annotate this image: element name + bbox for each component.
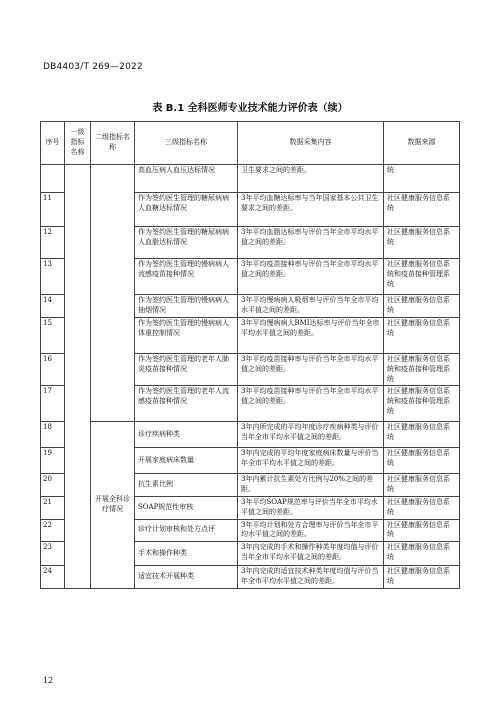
row-number: 16 bbox=[41, 354, 65, 386]
level3-indicator: 诊疗计划审核和处方点评 bbox=[135, 519, 238, 542]
row-number: 11 bbox=[41, 193, 65, 227]
data-collection-content: 3年平均SOAP规范率与评价当年全市平均水平值之间的差距。 bbox=[238, 496, 384, 519]
level3-indicator: 作为签约医生管理的慢病病人体重控制情况 bbox=[135, 318, 238, 354]
page-number: 12 bbox=[43, 676, 54, 685]
data-source: 社区健康服务信息系统 bbox=[384, 474, 460, 497]
row-number: 15 bbox=[41, 318, 65, 354]
data-collection-content: 3年平均血脂达标率与评价当年全市平均水平值之间的差距。 bbox=[238, 227, 384, 259]
data-source: 社区健康服务信息系统和疫苗接种管理系统 bbox=[384, 386, 460, 422]
row-number: 19 bbox=[41, 448, 65, 474]
level3-indicator: 作为签约医生管理的糖尿病病人血脂达标情况 bbox=[135, 227, 238, 259]
data-source: 社区健康服务信息系统 bbox=[384, 496, 460, 519]
row-number: 22 bbox=[41, 519, 65, 542]
data-collection-content: 3年内所完成的平均年度诊疗疾病种类与评价当年全市平均水平值之间的差距。 bbox=[238, 422, 384, 448]
level3-indicator: 作为签约医生管理的老年人肺炎疫苗接种情况 bbox=[135, 354, 238, 386]
row-number: 17 bbox=[41, 386, 65, 422]
data-collection-content: 3年平均计划和处方合理率与评价当年全市平均水平值之间的差距。 bbox=[238, 519, 384, 542]
row-number: 20 bbox=[41, 474, 65, 497]
table-row bbox=[41, 422, 460, 448]
table-header-row bbox=[41, 122, 460, 165]
level3-indicator: 作为签约医生管理的老年人流感疫苗接种情况 bbox=[135, 386, 238, 422]
data-source: 社区健康服务信息系统 bbox=[384, 295, 460, 318]
level3-indicator: 高血压病人血压达标情况 bbox=[135, 165, 238, 193]
row-number: 13 bbox=[41, 259, 65, 295]
level1-indicator-cell bbox=[65, 165, 91, 589]
level3-indicator: SOAP规范性审核 bbox=[135, 496, 238, 519]
data-collection-content: 3年内累计抗生素处方比例与20%之间的差距。 bbox=[238, 474, 384, 497]
row-number: 24 bbox=[41, 566, 65, 589]
row-number: 23 bbox=[41, 542, 65, 566]
row-number bbox=[41, 165, 65, 193]
data-collection-content: 3年平均疫苗接种率与评价当年全市平均水平值之间的差距。 bbox=[238, 386, 384, 422]
level3-indicator: 开展家庭病床数量 bbox=[135, 448, 238, 474]
column-header-level2: 二级指标名称 bbox=[91, 122, 135, 165]
level3-indicator: 适宜技术开展种类 bbox=[135, 566, 238, 589]
data-collection-content: 3年平均血糖达标率与当年国家基本公共卫生要求之间的差距。 bbox=[238, 193, 384, 227]
data-source: 社区健康服务信息系统 bbox=[384, 448, 460, 474]
data-source: 社区健康服务信息系统 bbox=[384, 519, 460, 542]
data-source: 社区健康服务信息系统 bbox=[384, 566, 460, 589]
column-header-content: 数据采集内容 bbox=[238, 122, 384, 165]
level2-indicator-cell-blank bbox=[91, 165, 135, 422]
table-row bbox=[41, 165, 460, 193]
data-collection-content: 3年内完成的适宜技术种类年度均值与评价当年全市平均水平值之间的差距。 bbox=[238, 566, 384, 589]
column-header-level3: 三级指标名称 bbox=[135, 122, 238, 165]
data-collection-content: 卫生要求之间的差距。 bbox=[238, 165, 384, 193]
level3-indicator: 手术和操作种类 bbox=[135, 542, 238, 566]
document-id: DB4403/T 269—2022 bbox=[43, 62, 143, 72]
row-number: 21 bbox=[41, 496, 65, 519]
level3-indicator: 作为签约医生管理的慢病病人抽烟情况 bbox=[135, 295, 238, 318]
data-source: 社区健康服务信息系统 bbox=[384, 422, 460, 448]
row-number: 14 bbox=[41, 295, 65, 318]
level2-indicator-group: 开展全科诊疗情况 bbox=[91, 422, 135, 589]
column-header-no: 序号 bbox=[41, 122, 65, 165]
level3-indicator: 作为签约医生管理的糖尿病病人血糖达标情况 bbox=[135, 193, 238, 227]
row-number: 18 bbox=[41, 422, 65, 448]
column-header-level1: 一级指标名称 bbox=[65, 122, 91, 165]
data-source: 社区健康服务信息系统 bbox=[384, 542, 460, 566]
data-collection-content: 3年平均疫苗接种率与评价当年全市平均水平值之间的差距。 bbox=[238, 354, 384, 386]
column-header-source: 数据来源 bbox=[384, 122, 460, 165]
data-collection-content: 3年内完成的手术和操作种类年度均值与评价当年全市平均水平值之间的差距。 bbox=[238, 542, 384, 566]
data-source: 社区健康服务信息系统 bbox=[384, 193, 460, 227]
row-number: 12 bbox=[41, 227, 65, 259]
data-collection-content: 3年内完成的平均年度家庭病床数量与评价当年全市平均水平值之间的差距。 bbox=[238, 448, 384, 474]
table-title: 表 B.1 全科医师专业技术能力评价表（续） bbox=[152, 103, 348, 114]
data-source: 社区健康服务信息系统和疫苗接种管理系统 bbox=[384, 259, 460, 295]
data-source: 社区健康服务信息系统 bbox=[384, 227, 460, 259]
table-body bbox=[41, 165, 460, 589]
level3-indicator: 抗生素比例 bbox=[135, 474, 238, 497]
data-collection-content: 3年平均慢病病人BMI达标率与评价当年全市平均水平值之间的差距。 bbox=[238, 318, 384, 354]
level3-indicator: 诊疗疾病种类 bbox=[135, 422, 238, 448]
data-collection-content: 3年平均慢病病人吸烟率与评价当年全市平均水平值之间的差距。 bbox=[238, 295, 384, 318]
evaluation-table bbox=[40, 121, 460, 589]
level3-indicator: 作为签约医生管理的慢病病人流感疫苗接种情况 bbox=[135, 259, 238, 295]
data-source: 统 bbox=[384, 165, 460, 193]
data-source: 社区健康服务信息系统和疫苗接种管理系统 bbox=[384, 354, 460, 386]
data-collection-content: 3年平均疫苗接种率与评价当年全市平均水平值之间的差距。 bbox=[238, 259, 384, 295]
data-source: 社区健康服务信息系统 bbox=[384, 318, 460, 354]
